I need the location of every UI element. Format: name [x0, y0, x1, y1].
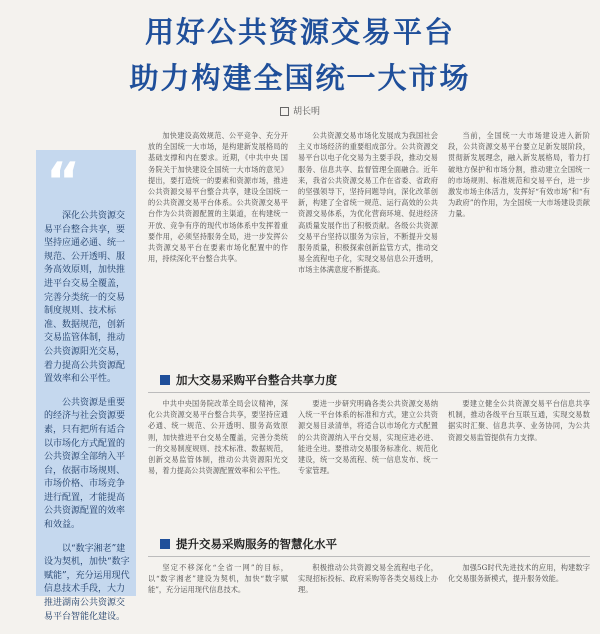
section3-col2-text: 积极推动公共资源交易全流程电子化，实现招标投标、政府采购等各类交易线上办理。: [298, 563, 438, 595]
section2-column-1: [148, 398, 288, 518]
article-title-line2: 助力构建全国统一大市场: [129, 61, 471, 95]
section3-column-2: [298, 562, 438, 596]
section2-col2-text: 要进一步研究明确各类公共资源交易纳入统一平台体系的标准和方式，建立公共资源交易目录清单，将适合以市场化方式配置的公共资源纳入平台交易，实现应进必进、能进全进。要推动交易服务标准化、规范化建设，统一交易流程、统一信息发布、统一专家管理。: [298, 399, 438, 476]
sidebar-text: [44, 210, 132, 634]
heading-marker-icon: [160, 375, 170, 385]
section3-col1-text: 坚定不移深化“全省一网”的目标，以“数字湘老”建设为契机，加快“数字赋能”，充分运用现代信息技术。: [148, 563, 288, 595]
article-title-line1: 用好公共资源交易平台: [144, 15, 455, 49]
section3-col3-text: 加强5G时代先进技术的应用，构建数字化交易服务新模式，提升服务效能。: [448, 563, 590, 584]
section1-column-2: [298, 130, 438, 355]
sidebar-paragraph-3: 以“数字湘老”建设为契机，加快“数字赋能”，充分运用现代信息技术手段，大力推进湖南公共资源交易平台智能化建设。: [44, 543, 130, 622]
section3-heading: [160, 536, 337, 552]
author-name: 胡长明: [292, 107, 320, 117]
section2-heading-text: 加大交易采购平台整合共享力度: [176, 373, 337, 387]
section2-column-3: [448, 398, 590, 518]
section2-col3-text: 要建立健全公共资源交易平台信息共享机制，推动各级平台互联互通，实现交易数据实时汇聚、信息共享、业务协同，为公共资源交易监管提供有力支撑。: [448, 399, 590, 442]
section3-column-3: [448, 562, 590, 596]
section3-heading-text: 提升交易采购服务的智慧化水平: [176, 537, 337, 551]
section3-divider: [148, 556, 590, 557]
sidebar-paragraph-1: 深化公共资源交易平台整合共享，要坚持应通必通、统一规范、公开透明、服务高效原则，加快推进平台交易全覆盖，完善分类统一的交易制度规则、技术标准、数据规范，创新交易监管体制，推动公共资源阳光交易，着力提高公共资源配置效率和公平性。: [44, 211, 126, 385]
sidebar-pullquote: [36, 150, 136, 622]
section2-column-2: [298, 398, 438, 518]
section1-col1-text: 加快建设高效规范、公平竞争、充分开放的全国统一大市场，是构建新发展格局的基础支撑和内在要求。近期，《中共中央 国务院关于加快建设全国统一大市场的意见》提出，要打造统一的要素和资源市场，推进公共资源交易平台整合共享，建设全国统一的公共资源交易平台体系。公共资源交易平台作为公共资源配置的主渠道，在构建统一开放、竞争有序的现代市场体系中发挥着重要作用，必须坚持服务全局，进一步发挥公共资源交易平台在要素市场化配置中的作用，持续深化平台整合共享。: [148, 131, 288, 264]
section1-column-1: [148, 130, 288, 355]
section1-col3-text: 当前，全国统一大市场建设进入新阶段，公共资源交易平台要立足新发展阶段，贯彻新发展理念，融入新发展格局，着力打破地方保护和市场分割，推动建立全国统一的市场规则、标准规范和交易平台，进一步激发市场主体活力，发挥好“有效市场”和“有为政府”的作用，为全国统一大市场建设贡献力量。: [448, 131, 590, 219]
section1-column-3: [448, 130, 590, 355]
quote-mark-icon: “: [46, 152, 81, 212]
section2-divider: [148, 392, 590, 393]
sidebar-paragraph-2: 公共资源是重要的经济与社会资源要素，只有把所有适合以市场化方式配置的公共资源全部纳入平台，依据市场规则、市场价格、市场竞争进行配置，才能提高公共资源配置的效率和效益。: [44, 397, 126, 531]
section3-column-1: [148, 562, 288, 596]
heading-marker-icon: [160, 539, 170, 549]
section1-col2-text: 公共资源交易市场化发展成为我国社会主义市场经济的重要组成部分。公共资源交易平台以电子化交易为主要手段，推动交易服务、信息共享、监督管理全面融合。近年来，我省公共资源交易工作在省委、省政府的坚强领导下，坚持问题导向，深化改革创新，构建了全省统一规范、运行高效的公共资源交易体系，为优化营商环境、促进经济高质量发展作出了积极贡献。各级公共资源交易平台坚持以服务为宗旨，不断提升交易服务质量，积极探索创新监管方式，推动交易全流程电子化，实现交易信息公开透明，市场主体满意度不断提高。: [298, 131, 438, 275]
author-marker-icon: [280, 107, 289, 116]
section2-heading: [160, 372, 337, 388]
section2-col1-text: 中共中央国务院改革全局会议精神，深化公共资源交易平台整合共享，要坚持应通必通、统一规范、公开透明、服务高效原则，加快推进平台交易全覆盖，完善分类统一的交易制度规则、技术标准、数据规范，创新交易监管体制，推动公共资源阳光交易，着力提高公共资源配置效率和公平性。: [148, 399, 288, 476]
byline: [0, 104, 600, 117]
